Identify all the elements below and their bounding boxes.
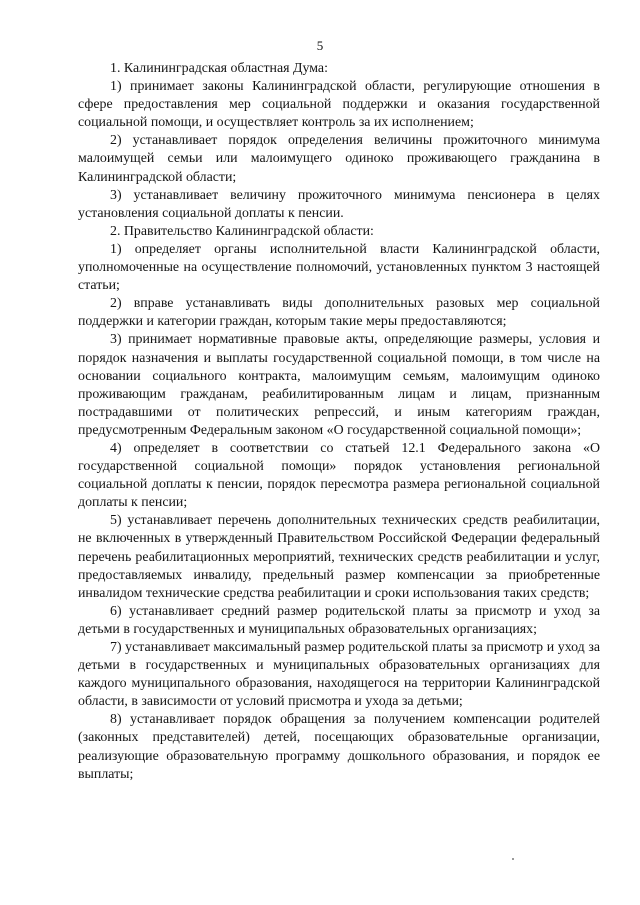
- paragraph-1-2: 2) устанавливает порядок определения величины прожиточного минимума малоимущей семьи или малоимущего одиноко проживающего гражданина в Калининградской области;: [78, 133, 600, 185]
- page-number: 5: [316, 38, 324, 53]
- paragraph-1-1: 1) принимает законы Калининградской области, регулирующие отношения в сфере предоставления мер социальной поддержки и оказания государственной социальной помощи, и осуществляет контроль за их исполнением;: [78, 79, 600, 131]
- paragraph-2-5: 5) устанавливает перечень дополнительных технических средств реабилитации, не включенных в утвержденный Правительством Российской Федерации федеральный перечень реабилитационных мероприятий, технических средств реабилитации и услуг, предоставляемых инвалиду, предельный размер компенсации за приобретенные инвалидом технические средства реабилитации и сроки использования таких средств;: [78, 513, 600, 601]
- paragraph-2-6: 6) устанавливает средний размер родительской платы за присмотр и уход за детьми в государственных и муниципальных образовательных организациях;: [78, 603, 600, 637]
- paragraph-2-1: 1) определяет органы исполнительной власти Калининградской области, уполномоченные на осуществление полномочий, установленных пунктом 3 настоящей статьи;: [78, 241, 600, 294]
- document-body: [78, 60, 600, 784]
- scan-speck: [512, 858, 514, 860]
- paragraph-2-2: 2) вправе устанавливать виды дополнительных разовых мер социальной поддержки и категории граждан, которым такие меры предоставляются;: [78, 296, 600, 330]
- paragraph-2-4: 4) определяет в соответствии со статьей 12.1 Федерального закона «О государственной социальной помощи» порядок установления региональной социальной доплаты к пенсии, порядок пересмотра размера региональной социальной доплаты к пенсии;: [78, 440, 600, 511]
- paragraph-1: 1. Калининградская областная Дума:: [110, 61, 328, 76]
- paragraph-2: 2. Правительство Калининградской области:: [110, 223, 374, 239]
- paragraph-2-3: 3) принимает нормативные правовые акты, определяющие размеры, условия и порядок назначения и выплаты государственной социальной помощи, в том числе на основании социального контракта, малоимущим семьям, малоимущим одиноко проживающим гражданам, реабилитированным лицам и лицам, признанным пострадавшими от политических репрессий, и иным категориям граждан, предусмотренным Федеральным законом «О государственной социальной помощи»;: [78, 332, 600, 438]
- paragraph-1-3: 3) устанавливает величину прожиточного минимума пенсионера в целях установления социальной доплаты к пенсии.: [78, 187, 600, 221]
- paragraph-2-8: 8) устанавливает порядок обращения за получением компенсации родителей (законных представителей) детей, посещающих образовательные организации, реализующие образовательную программу дошкольного образования, и порядок ее выплаты;: [78, 712, 600, 782]
- paragraph-2-7: 7) устанавливает максимальный размер родительской платы за присмотр и уход за детьми в государственных и муниципальных образовательных организациях для каждого муниципального образования, находящегося на территории Калининградской области, в зависимости от условий присмотра и ухода за детьми;: [78, 640, 600, 710]
